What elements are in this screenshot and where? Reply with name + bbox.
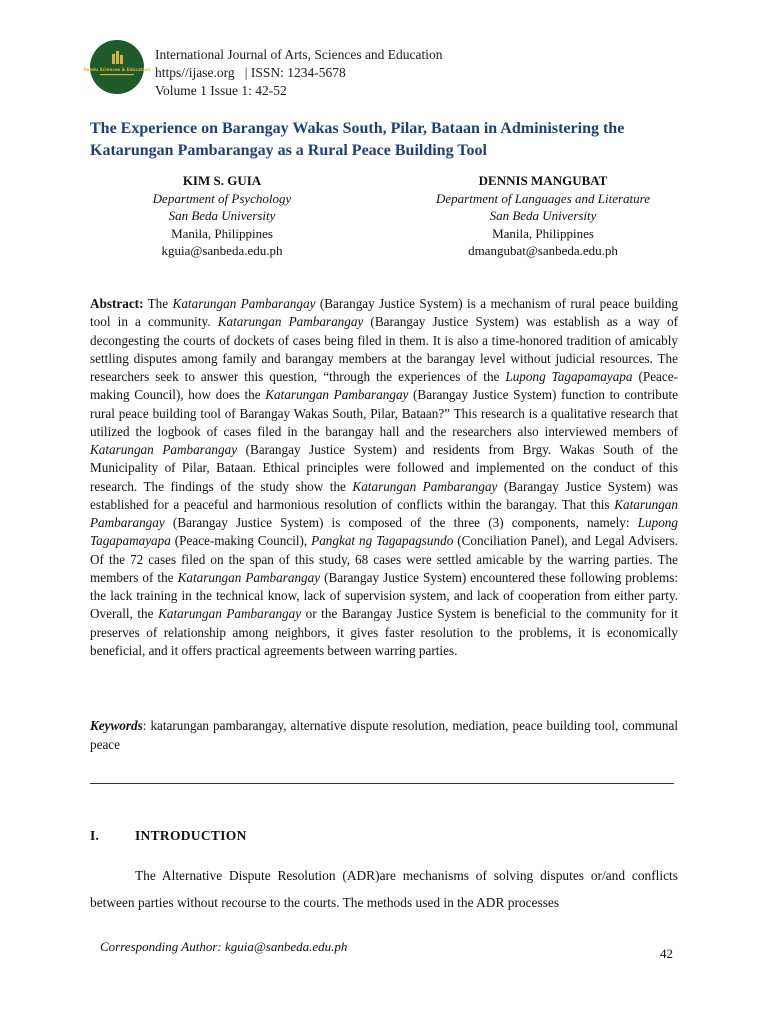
abstract-italic-term: Lupong Tagapamayapa (90, 515, 678, 549)
section-number: I. (90, 828, 100, 843)
abstract-text: (Peace-making Council), (170, 533, 312, 549)
abstract-italic-term: Katarungan Pambarangay (158, 606, 302, 622)
author-email: kguia@sanbeda.edu.ph (161, 243, 283, 258)
abstract-text: The (143, 296, 173, 311)
author-university: San Beda University (168, 208, 276, 223)
abstract-italic-term: Katarungan Pambarangay (352, 478, 498, 494)
abstract (90, 295, 678, 660)
author-block-1 (72, 172, 372, 260)
author-block-2 (393, 172, 693, 260)
logo-text: Ilsedu Sciences & Education (83, 67, 151, 72)
author-university: San Beda University (489, 208, 597, 223)
abstract-text: (Conciliation Panel), and Legal Advisers. Of the 72 cases filed on the span of this study, 68 cases were settled amicable by the warring parties. The members of the (90, 533, 678, 585)
author-name: DENNIS MANGUBAT (478, 173, 608, 188)
abstract-text: (Barangay Justice System) is composed of the three (3) components, namely: (164, 515, 638, 530)
abstract-italic-term: Katarungan Pambarangay (172, 296, 316, 311)
author-department: Department of Languages and Literature (435, 190, 650, 206)
intro-paragraph: The Alternative Dispute Resolution (ADR)are mechanisms of solving disputes or/and conflicts between parties without recourse to the courts. The methods used in the ADR processes (90, 868, 678, 910)
keywords (90, 716, 678, 754)
journal-name: International Journal of Arts, Sciences and Education (155, 47, 443, 62)
abstract-text: (Barangay Justice System) is a mechanism of rural peace building tool in a community. (90, 296, 679, 330)
section-title: INTRODUCTION (135, 828, 247, 843)
journal-logo (83, 40, 151, 94)
abstract-italic-term: Katarungan Pambarangay (265, 387, 409, 403)
abstract-italic-term: Katarungan Pambarangay (90, 442, 238, 457)
keywords-text: : katarungan pambarangay, alternative dispute resolution, mediation, peace building tool, communal peace (90, 718, 678, 752)
corresponding-author: Corresponding Author: kguia@sanbeda.edu.ph (100, 939, 348, 954)
journal-volume: Volume 1 Issue 1: 42-52 (155, 83, 287, 98)
abstract-text: (Peace-making Council), how does the (90, 369, 679, 403)
abstract-body (90, 296, 678, 658)
abstract-italic-term: Katarungan Pambarangay (177, 569, 321, 585)
abstract-text: (Barangay Justice System) was established for a peaceful and harmonious resolution of conflicts within the barangay. That this (90, 478, 678, 512)
journal-header (155, 46, 443, 100)
author-email: dmangubat@sanbeda.edu.ph (468, 243, 618, 258)
abstract-italic-term: Pangkat ng Tagapagsundo (311, 533, 454, 549)
page-number: 42 (660, 946, 673, 961)
abstract-italic-term: Lupong Tagapamayapa (505, 369, 633, 384)
abstract-text: (Barangay Justice System) was establish as a way of decongesting the courts of dockets of cases being filed in them. It is also a time-honored tradition of amicably settling disputes among family and barangay members at the barangay level without judicial resources. The researchers seek to answer this question, “through the experiences of the (90, 314, 679, 384)
author-location: Manila, Philippines (492, 225, 594, 241)
abstract-text: (Barangay Justice System) encountered these following problems: the lack training in the technical know, lack of supervision system, and lack of cooperation from either party. Overall, the (90, 569, 678, 622)
keywords-label: Keywords (90, 718, 143, 733)
abstract-italic-term: Katarungan Pambarangay (217, 314, 364, 330)
paper-title: The Experience on Barangay Wakas South, Pilar, Bataan in Administering the Katarungan Pambarangay as a Rural Peace Building Tool (90, 120, 625, 159)
section-divider (90, 783, 674, 784)
abstract-text: (Barangay Justice System) and residents from Brgy. Wakas South of the Municipality of Pilar, Bataan. Ethical principles were followed and implemented on the conduct of this research. The findings of the study show the (90, 442, 678, 494)
abstract-text: or the Barangay Justice System is beneficial to the community for it preserves of relationship among neighbors, it gives faster resolution to the problems, it is economically beneficial, and it offers practical agreements between warring parties. (90, 606, 679, 658)
abstract-label: Abstract: (90, 296, 144, 311)
journal-url-issn: https//ijase.org | ISSN: 1234-5678 (155, 65, 346, 80)
section-heading (90, 828, 247, 844)
author-location: Manila, Philippines (171, 225, 273, 241)
author-department: Department of Psychology (152, 190, 292, 206)
abstract-text: (Barangay Justice System) function to contribute rural peace building tool of Barangay Wakas South, Pilar, Bataan?” This research is a qualitative research that utilized the logbook of cases filed in the barangay hall and the researchers also interviewed members of (90, 387, 679, 439)
author-name: KIM S. GUIA (182, 173, 262, 188)
abstract-italic-term: Katarungan Pambarangay (90, 496, 678, 530)
